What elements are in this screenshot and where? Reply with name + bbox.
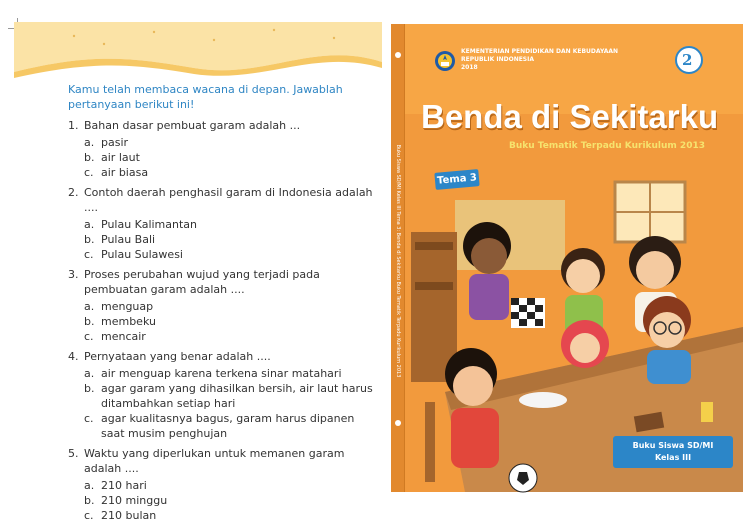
option-letter: a. bbox=[84, 479, 95, 492]
ministry-text bbox=[461, 48, 618, 72]
option-text: mencair bbox=[101, 330, 146, 343]
option-letter: a. bbox=[84, 136, 95, 149]
question-text: Proses perubahan wujud yang terjadi pada pembuatan garam adalah .... bbox=[84, 268, 320, 296]
option-letter: c. bbox=[84, 412, 94, 425]
option-letter: b. bbox=[84, 151, 95, 164]
answer-options bbox=[84, 135, 380, 180]
option-letter: b. bbox=[84, 494, 95, 507]
spine-text: Buku Siswa SD/MI Kelas III Tema 3: Benda di Sekitarku Buku Tematik Terpadu Kurikulum 2013 bbox=[395, 144, 401, 378]
option-letter: c. bbox=[84, 330, 94, 343]
answer-option bbox=[84, 150, 380, 165]
question-number: 3. bbox=[68, 268, 79, 281]
kurikulum-logo-icon: 2 bbox=[675, 46, 703, 74]
option-text: Pulau Sulawesi bbox=[101, 248, 183, 261]
option-letter: c. bbox=[84, 509, 94, 522]
option-text: membeku bbox=[101, 315, 156, 328]
option-letter: a. bbox=[84, 218, 95, 231]
book-subtitle: Buku Tematik Terpadu Kurikulum 2013 bbox=[509, 141, 705, 151]
answer-options bbox=[84, 217, 380, 262]
answer-option bbox=[84, 508, 380, 523]
question-2 bbox=[68, 185, 380, 215]
question-4 bbox=[68, 349, 380, 364]
question-list bbox=[68, 118, 380, 523]
answer-option bbox=[84, 135, 380, 150]
ministry-logo-icon bbox=[434, 50, 456, 72]
option-text: agar kualitasnya bagus, garam harus dipanen saat musim penghujan bbox=[101, 412, 355, 440]
option-text: air biasa bbox=[101, 166, 149, 179]
answer-options bbox=[84, 366, 380, 441]
answer-option bbox=[84, 217, 380, 232]
answer-option bbox=[84, 366, 380, 381]
question-number: 4. bbox=[68, 350, 79, 363]
answer-option bbox=[84, 165, 380, 180]
question-text: Bahan dasar pembuat garam adalah ... bbox=[84, 119, 301, 132]
question-number: 5. bbox=[68, 447, 79, 460]
question-text: Pernyataan yang benar adalah .... bbox=[84, 350, 271, 363]
option-text: menguap bbox=[101, 300, 154, 313]
option-text: agar garam yang dihasilkan bersih, air laut harus ditambahkan setiap hari bbox=[101, 382, 373, 410]
decorative-wave-banner bbox=[14, 22, 382, 78]
kurikulum-badge bbox=[673, 76, 707, 82]
option-text: 210 bulan bbox=[101, 509, 157, 522]
book-spine bbox=[391, 24, 405, 492]
class-label-line-1: Buku Siswa SD/MI bbox=[632, 441, 714, 450]
question-5 bbox=[68, 446, 380, 476]
option-letter: c. bbox=[84, 248, 94, 261]
ministry-line-2: REPUBLIK INDONESIA bbox=[461, 56, 535, 63]
class-label-line-2: Kelas III bbox=[654, 453, 692, 462]
option-text: air menguap karena terkena sinar matahari bbox=[101, 367, 342, 380]
answer-option bbox=[84, 493, 380, 508]
book-title: Benda di Sekitarku bbox=[421, 98, 719, 135]
option-text: Pulau Kalimantan bbox=[101, 218, 198, 231]
answer-option bbox=[84, 232, 380, 247]
answer-options bbox=[84, 478, 380, 523]
class-label-box bbox=[613, 436, 733, 468]
option-letter: b. bbox=[84, 382, 95, 395]
option-text: Pulau Bali bbox=[101, 233, 156, 246]
option-text: 210 hari bbox=[101, 479, 147, 492]
option-letter: b. bbox=[84, 233, 95, 246]
option-text: pasir bbox=[101, 136, 129, 149]
question-number: 2. bbox=[68, 186, 79, 199]
answer-option bbox=[84, 247, 380, 262]
question-text: Contoh daerah penghasil garam di Indonesia adalah .... bbox=[84, 186, 373, 214]
question-1 bbox=[68, 118, 380, 133]
publication-year: 2018 bbox=[461, 64, 478, 71]
answer-option bbox=[84, 411, 380, 441]
answer-option bbox=[84, 381, 380, 411]
option-text: 210 minggu bbox=[101, 494, 168, 507]
chess-board bbox=[511, 298, 545, 328]
option-letter: a. bbox=[84, 367, 95, 380]
ministry-line-1: KEMENTERIAN PENDIDIKAN DAN KEBUDAYAAN bbox=[461, 48, 619, 55]
instructions: Kamu telah membaca wacana di depan. Jawablah pertanyaan berikut ini! bbox=[68, 83, 343, 111]
worksheet-content bbox=[68, 82, 380, 528]
spine-marker bbox=[395, 52, 401, 58]
answer-option bbox=[84, 329, 380, 344]
book-cover bbox=[391, 24, 743, 492]
option-letter: a. bbox=[84, 300, 95, 313]
answer-option bbox=[84, 478, 380, 493]
spine-logo bbox=[395, 420, 401, 426]
answer-option bbox=[84, 299, 380, 314]
option-letter: b. bbox=[84, 315, 95, 328]
question-3 bbox=[68, 267, 380, 297]
question-number: 1. bbox=[68, 119, 79, 132]
answer-option bbox=[84, 314, 380, 329]
option-text: air laut bbox=[101, 151, 140, 164]
question-text: Waktu yang diperlukan untuk memanen garam adalah .... bbox=[84, 447, 345, 475]
tema-label: Tema 3 bbox=[434, 169, 479, 190]
option-letter: c. bbox=[84, 166, 94, 179]
answer-options bbox=[84, 299, 380, 344]
